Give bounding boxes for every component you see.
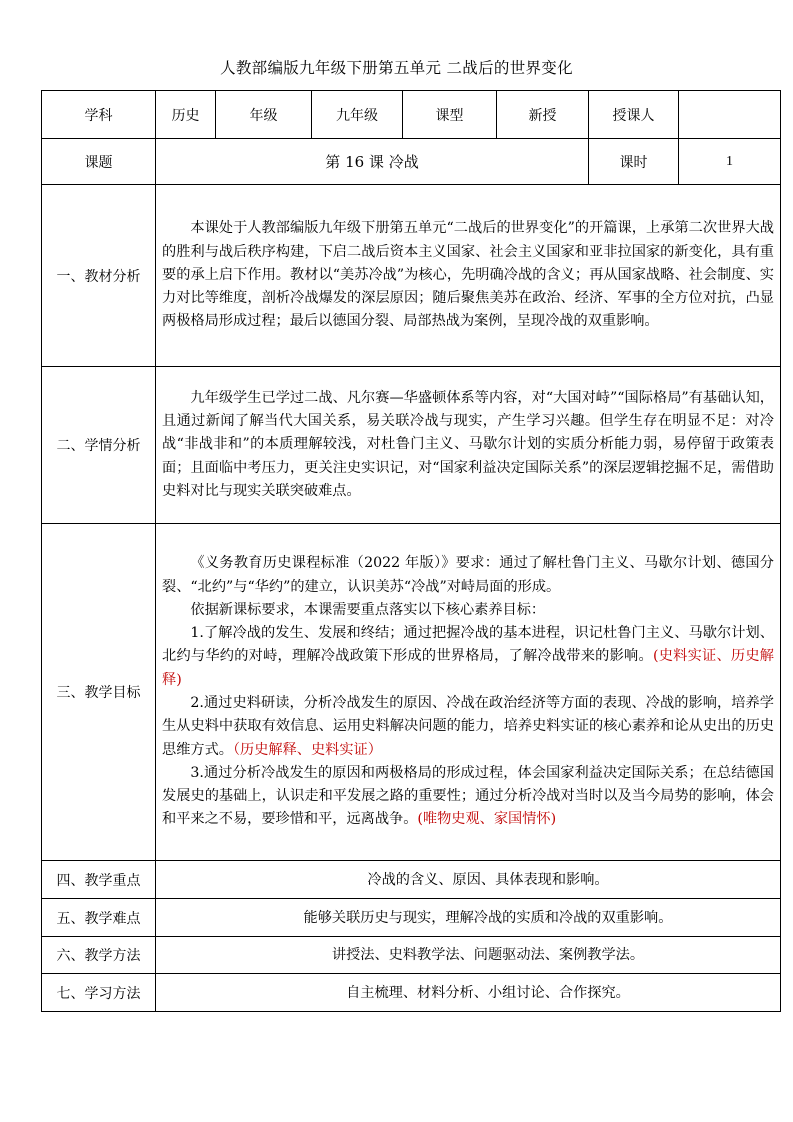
- learning-method-label: 七、学习方法: [42, 974, 156, 1012]
- textbook-analysis-label: 一、教材分析: [42, 185, 156, 367]
- textbook-analysis-text: 本课处于人教部编版九年级下册第五单元“二战后的世界变化”的开篇课，上承第二次世界大战的胜利与战后秩序构建，下启二战后资本主义国家、社会主义国家和亚非拉国家的新变化，具有重要的承上启下作用。教材以“美苏冷战”为核心，先明确冷战的含义；再从国家战略、社会制度、实力对比等维度，剖析冷战爆发的深层原因；随后聚焦美苏在政治、经济、军事的全方位对抗，凸显两极格局形成过程；最后以德国分裂、局部热战为案例，呈现冷战的双重影响。: [162, 220, 774, 330]
- teaching-method-text: 讲授法、史料教学法、问题驱动法、案例教学法。: [331, 947, 645, 963]
- learning-method-text: 自主梳理、材料分析、小组讨论、合作探究。: [346, 984, 630, 1001]
- hours-value: 1: [679, 139, 781, 185]
- hours-label: 课时: [589, 139, 679, 185]
- objective-3-text: 3.通过分析冷战发生的原因和两极格局的形成过程，体会国家利益决定国际关系；在总结德国发展史的基础上，认识走和平发展之路的重要性；通过分析冷战对当时以及当今局势的影响，体会和平来之不易，要珍惜和平，远离战争。: [162, 764, 774, 828]
- student-analysis-label: 二、学情分析: [42, 367, 156, 524]
- student-analysis-row: [42, 367, 781, 524]
- topic-value: 第 16 课 冷战: [156, 139, 589, 185]
- objective-3-tag: (唯物史观、家国情怀): [417, 811, 557, 828]
- subject-label: 学科: [42, 91, 156, 139]
- objective-1: [156, 622, 780, 692]
- grade-label: 年级: [216, 91, 312, 139]
- teacher-value: [679, 91, 781, 139]
- difficulty-text: 能够关联历史与现实，理解冷战的实质和冷战的双重影响。: [303, 909, 673, 926]
- key-point-text: 冷战的含义、原因、具体表现和影响。: [367, 871, 609, 888]
- objectives-row: [42, 524, 781, 861]
- curriculum-standard-text: 《义务教育历史课程标准（2022 年版）》要求：通过了解杜鲁门主义、马歇尔计划、德国分裂、“北约”与“华约”的建立，认识美苏“冷战”对峙局面的形成。: [162, 555, 774, 595]
- objective-2-text: 2.通过史料研读，分析冷战发生的原因、冷战在政治经济等方面的表现、冷战的影响，培养学生从史料中获取有效信息、运用史料解决问题的能力，培养史料实证的核心素养和论从史出的历史思维方式。: [162, 695, 774, 758]
- objective-2-tag: （历史解释、史料实证）: [232, 741, 382, 758]
- objective-1-tag: (史料实证、历史解释): [162, 648, 774, 688]
- student-analysis-text: 九年级学生已学过二战、凡尔赛—华盛顿体系等内容，对“大国对峙”“国际格局”有基础认知，且通过新闻了解当代大国关系，易关联冷战与现实，产生学习兴趣。但学生存在明显不足：对冷战“非战非和”的本质理解较浅，对杜鲁门主义、马歇尔计划的实质分析能力弱，易停留于政策表面；且面临中考压力，更关注史实识记，对“国家利益决定国际关系”的深层逻辑挖掘不足，需借助史料对比与现实关联突破难点。: [162, 389, 774, 499]
- lesson-plan-table: [41, 90, 781, 1012]
- subject-value: 历史: [156, 91, 216, 139]
- difficulty-row: [42, 899, 781, 937]
- topic-label: 课题: [42, 139, 156, 185]
- type-label: 课型: [403, 91, 497, 139]
- lesson-row: [42, 139, 781, 185]
- header-row: [42, 91, 781, 139]
- competency-intro-text: 依据新课标要求，本课需要重点落实以下核心素养目标：: [190, 601, 546, 618]
- key-point-label: 四、教学重点: [42, 861, 156, 899]
- objective-1-text: 1.了解冷战的发生、发展和终结；通过把握冷战的基本进程，识记杜鲁门主义、马歇尔计划、北约与华约的对峙，理解冷战政策下形成的世界格局，了解冷战带来的影响。: [162, 625, 774, 665]
- teaching-method-row: [42, 937, 781, 974]
- teaching-method-label: 六、教学方法: [42, 937, 156, 974]
- type-value: 新授: [497, 91, 589, 139]
- grade-value: 九年级: [312, 91, 403, 139]
- objective-3: [156, 762, 780, 832]
- key-point-row: [42, 861, 781, 899]
- teacher-label: 授课人: [589, 91, 679, 139]
- objective-2: [156, 692, 780, 762]
- objectives-label: 三、教学目标: [42, 524, 156, 861]
- textbook-analysis-row: [42, 185, 781, 367]
- learning-method-row: [42, 974, 781, 1012]
- difficulty-label: 五、教学难点: [42, 899, 156, 937]
- document-title: 人教部编版九年级下册第五单元 二战后的世界变化: [220, 59, 573, 77]
